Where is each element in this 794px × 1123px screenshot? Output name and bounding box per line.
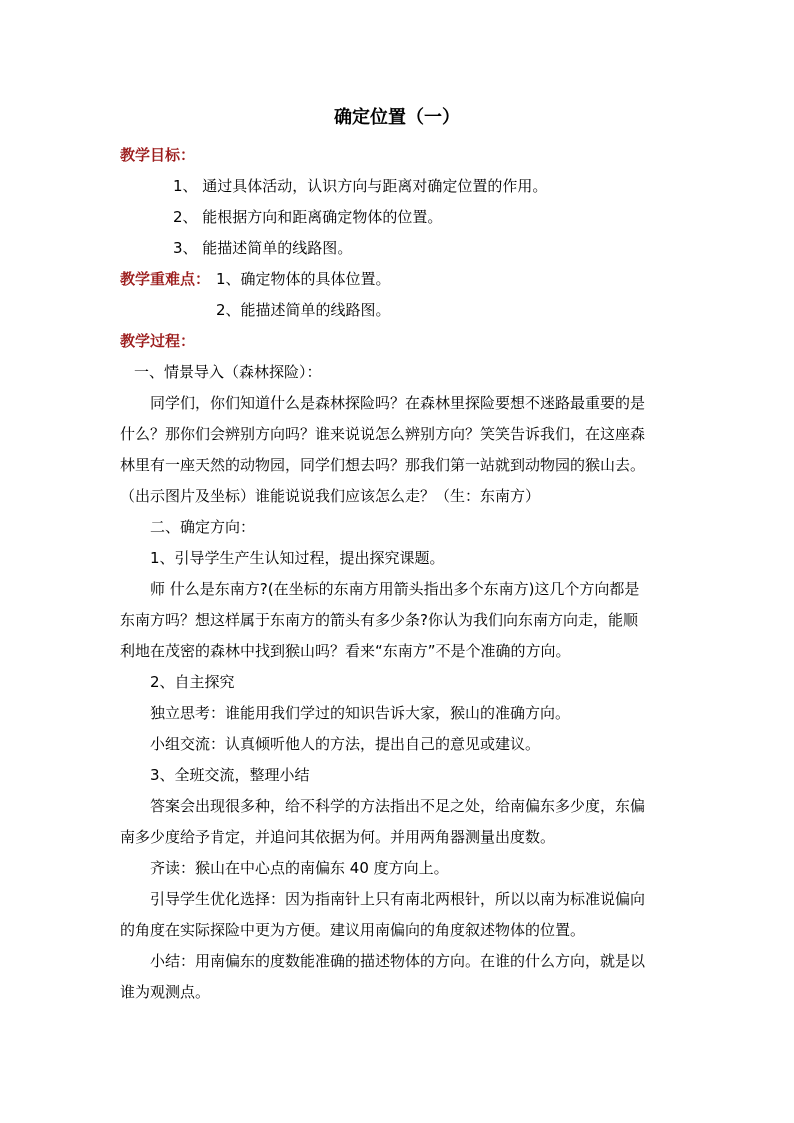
paragraph-line: 小组交流：认真倾听他人的方法，提出自己的意见或建议。	[150, 735, 541, 753]
paragraph-line: 齐读：猴山在中心点的南偏东 40 度方向上。	[150, 859, 449, 877]
section-heading: 二、确定方向：	[150, 518, 256, 536]
paragraph-line: （出示图片及坐标）谁能说说我们应该怎么走？（生：东南方）	[120, 487, 541, 505]
paragraph-line: 什么？那你们会辨别方向吗？谁来说说怎么辨别方向？笑笑告诉我们，在这座森	[120, 425, 646, 443]
paragraph-line: 东南方吗？想这样属于东南方的箭头有多少条?你认为我们向东南方向走，能顺	[120, 611, 638, 629]
step-heading: 2、自主探究	[150, 673, 235, 691]
paragraph-line: 利地在茂密的森林中找到猴山吗？看来“东南方”不是个准确的方向。	[120, 642, 571, 660]
goal-item: 2、 能根据方向和距离确定物体的位置。	[173, 208, 443, 226]
step-heading: 1、引导学生产生认知过程，提出探究课题。	[150, 549, 445, 567]
paragraph-line: 林里有一座天然的动物园，同学们想去吗？那我们第一站就到动物园的猴山去。	[120, 456, 646, 474]
paragraph-line: 独立思考：谁能用我们学过的知识告诉大家，猴山的准确方向。	[150, 704, 571, 722]
paragraph-line: 谁为观测点。	[120, 983, 211, 1001]
goal-item: 3、 能描述简单的线路图。	[173, 239, 353, 257]
paragraph-line: 师 什么是东南方?(在坐标的东南方用箭头指出多个东南方)这几个方向都是	[150, 580, 640, 598]
paragraph-line: 南多少度给予肯定，并追问其依据为何。并用两角器测量出度数。	[120, 828, 556, 846]
paragraph-line: 答案会出现很多种，给不科学的方法指出不足之处，给南偏东多少度，东偏	[150, 797, 646, 815]
key-points-heading: 教学重难点：	[120, 270, 211, 288]
process-heading: 教学过程：	[120, 332, 196, 350]
goals-heading: 教学目标：	[120, 146, 196, 164]
document-title: 确定位置（一）	[334, 107, 460, 128]
section-heading: 一、情景导入（森林探险）：	[134, 363, 322, 381]
key-point-item: 1、确定物体的具体位置。	[216, 270, 391, 288]
paragraph-line: 同学们，你们知道什么是森林探险吗？在森林里探险要想不迷路最重要的是	[150, 394, 646, 412]
paragraph-line: 的角度在实际探险中更为方便。建议用南偏向的角度叙述物体的位置。	[120, 921, 586, 939]
paragraph-line: 小结：用南偏东的度数能准确的描述物体的方向。在谁的什么方向，就是以	[150, 952, 646, 970]
step-heading: 3、全班交流，整理小结	[150, 766, 310, 784]
paragraph-line: 引导学生优化选择：因为指南针上只有南北两根针，所以以南为标准说偏向	[150, 890, 646, 908]
goal-item: 1、 通过具体活动，认识方向与距离对确定位置的作用。	[173, 177, 548, 195]
key-point-item: 2、能描述简单的线路图。	[216, 301, 391, 319]
